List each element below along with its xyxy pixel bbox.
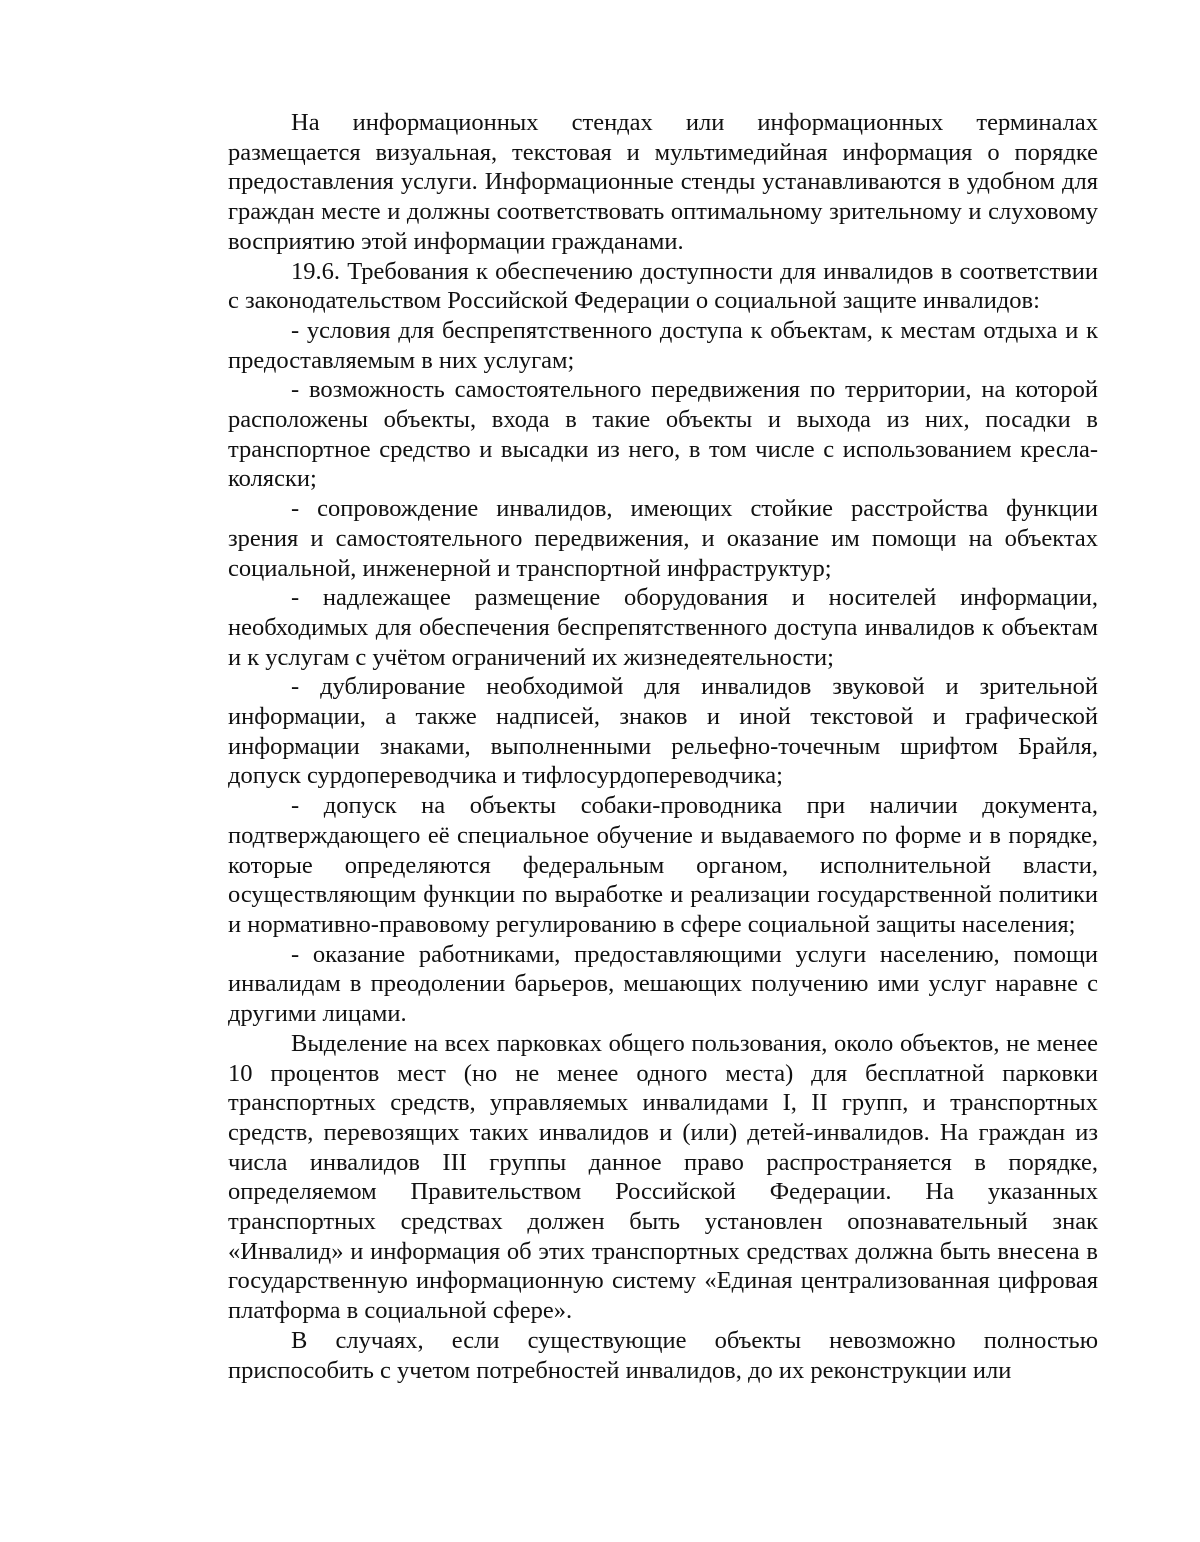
paragraph-existing-objects: В случаях, если существующие объекты невозможно полностью приспособить с учетом потребностей инвалидов, до их реконструкции или xyxy=(228,1326,1098,1384)
list-item-equipment-placement: - надлежащее размещение оборудования и носителей информации, необходимых для обеспечения беспрепятственного доступа инвалидов к объектам и к услугам с учётом ограничений их жизнедеятельности; xyxy=(228,584,1098,671)
list-item-escort: - сопровождение инвалидов, имеющих стойкие расстройства функции зрения и самостоятельного передвижения, и оказание им помощи на объектах социальной, инженерной и транспортной инфраструктур; xyxy=(228,495,1098,582)
list-item-duplication: - дублирование необходимой для инвалидов звуковой и зрительной информации, а также надписей, знаков и иной текстовой и графической информации знаками, выполненными рельефно-точечным шрифтом Брайля, допуск сурдопереводчика и тифлосурдопереводчика; xyxy=(228,673,1098,790)
list-item-guide-dog: - допуск на объекты собаки-проводника при наличии документа, подтверждающего её специальное обучение и выдаваемого по форме и в порядке, которые определяются федеральным органом, исполнительной власти, осуществляющим функции по выработке и реализации государственной политики и нормативно-правовому регулированию в сфере социальной защиты населения; xyxy=(228,792,1098,938)
list-item-independent-movement: - возможность самостоятельного передвижения по территории, на которой расположены объекты, входа в такие объекты и выхода из них, посадки в транспортное средство и высадки из него, в том числе с использованием кресла- коляски; xyxy=(228,376,1098,493)
list-item-staff-assistance: - оказание работниками, предоставляющими услуги населению, помощи инвалидам в преодолении барьеров, мешающих получению ими услуг наравне с другими лицами. xyxy=(228,940,1098,1028)
paragraph-accessibility-requirements: 19.6. Требования к обеспечению доступности для инвалидов в соответствии с законодательством Российской Федерации о социальной защите инвалидов: xyxy=(228,257,1098,315)
list-item-unobstructed-access: - условия для беспрепятственного доступа к объектам, к местам отдыха и к предоставляемым в них услугам; xyxy=(228,316,1098,374)
paragraph-info-stands: На информационных стендах или информационных терминалах размещается визуальная, текстовая и мультимедийная информация о порядке предоставления услуги. Информационные стенды устанавливаются в удобном для граждан месте и должны соответствовать оптимальному зрительному и слуховому восприятию этой информации гражданами. xyxy=(228,109,1098,255)
paragraph-parking: Выделение на всех парковках общего пользования, около объектов, не менее 10 процентов мест (но не менее одного места) для бесплатной парковки транспортных средств, управляемых инвалидами I, II групп, и транспортных средств, перевозящих таких инвалидов и (или) детей-инвалидов. На граждан из числа инвалидов III группы данное право распространяется в порядке, определяемом Правительством Российской Федерации. На указанных транспортных средствах должен быть установлен опознавательный знак «Инвалид» и информация об этих транспортных средствах должна быть внесена в государственную информационную систему «Единая централизованная цифровая платформа в социальной сфере». xyxy=(228,1029,1098,1325)
document-page xyxy=(228,108,1098,1385)
